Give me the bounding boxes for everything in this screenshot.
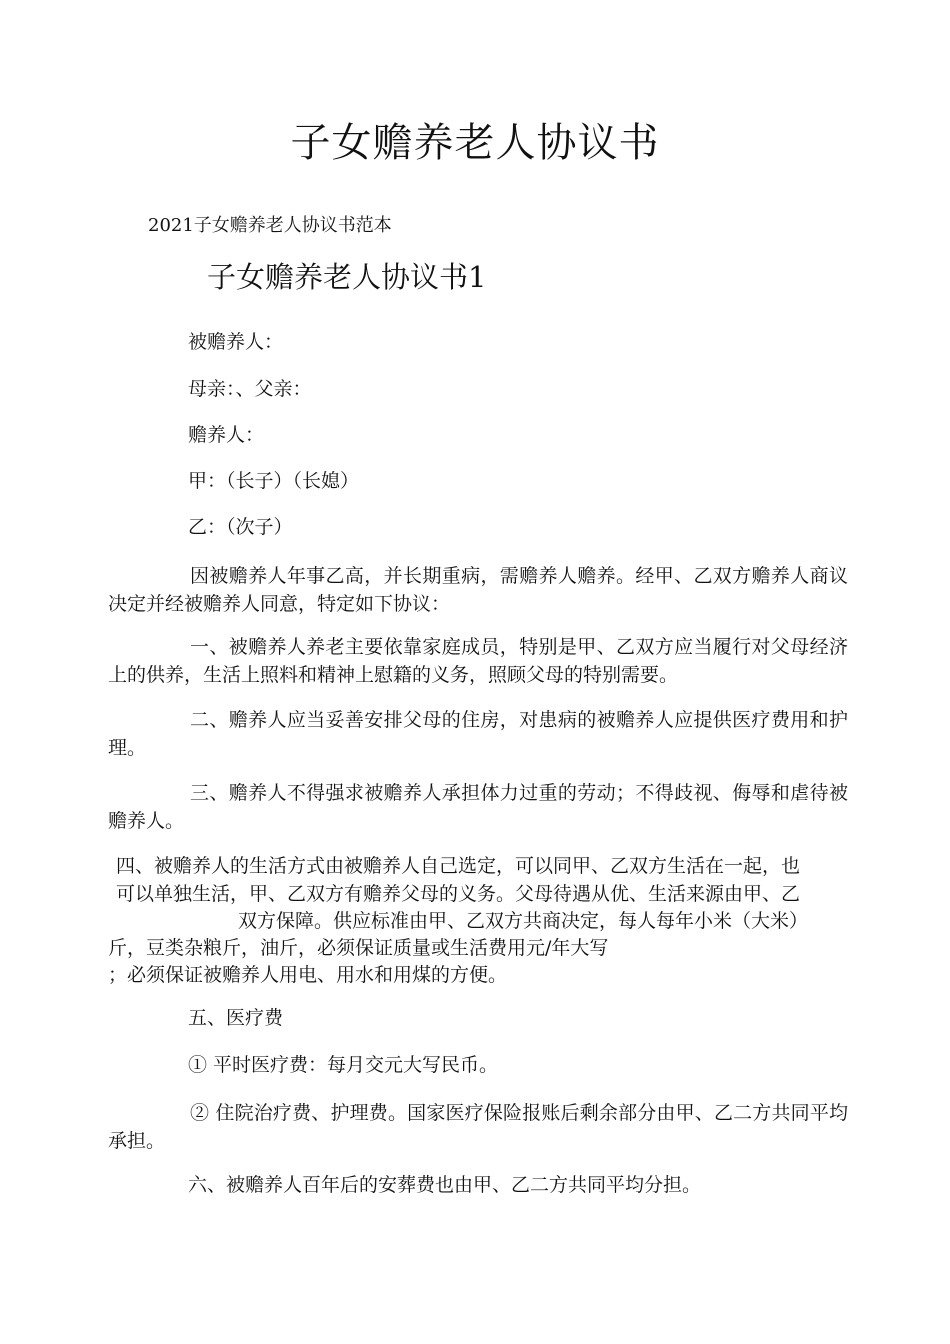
clause-2: 二、赡养人应当妥善安排父母的住房，对患病的被赡养人应提供医疗费用和护理。 — [108, 709, 848, 759]
section-title: 子女赡养老人协议书1 — [207, 260, 487, 294]
intro-paragraph: 因被赡养人年事乙高，并长期重病，需赡养人赡养。经甲、乙双方赡养人商议决定并经被赡养人同意，特定如下协议： — [108, 565, 848, 615]
clause-5-title: 五、医疗费 — [188, 1007, 284, 1029]
clause-3: 三、赡养人不得强求被赡养人承担体力过重的劳动；不得歧视、侮辱和虐待被赡养人。 — [108, 782, 848, 832]
supporters-label: 赡养人： — [188, 424, 265, 446]
party-b-line: 乙：（次子） — [188, 516, 293, 538]
clause-4-line: 可以单独生活，甲、乙双方有赡养父母的义务。父母待遇从优、生活来源由甲、乙 — [116, 883, 801, 905]
supported-person-label: 被赡养人： — [188, 331, 284, 353]
clause-6: 六、被赡养人百年后的安葬费也由甲、乙二方共同平均分担。 — [188, 1174, 702, 1196]
party-a-line: 甲：（长子）（长媳） — [188, 470, 360, 492]
clause-4-line: ；必须保证被赡养人用电、用水和用煤的方便。 — [108, 964, 508, 986]
clause-5-item-1: ① 平时医疗费：每月交元大写民币。 — [188, 1054, 499, 1076]
parents-line: 母亲：、父亲： — [188, 378, 312, 400]
clause-4-line: 双方保障。供应标准由甲、乙双方共商决定，每人每年小米（大米） — [238, 910, 809, 932]
document-subtitle: 2021子女赡养老人协议书范本 — [148, 215, 392, 236]
clause-5-item-2: ② 住院治疗费、护理费。国家医疗保险报账后剩余部分由甲、乙二方共同平均承担。 — [108, 1102, 848, 1152]
document-title: 子女赡养老人协议书 — [290, 120, 660, 166]
clause-4-line: 斤，豆类杂粮斤，油斤，必须保证质量或生活费用元/年大写 — [108, 937, 609, 959]
clause-1: 一、被赡养人养老主要依靠家庭成员，特别是甲、乙双方应当履行对父母经济上的供养，生活上照料和精神上慰籍的义务，照顾父母的特别需要。 — [108, 636, 848, 686]
clause-4-line: 四、被赡养人的生活方式由被赡养人自己选定，可以同甲、乙双方生活在一起，也 — [116, 855, 801, 877]
